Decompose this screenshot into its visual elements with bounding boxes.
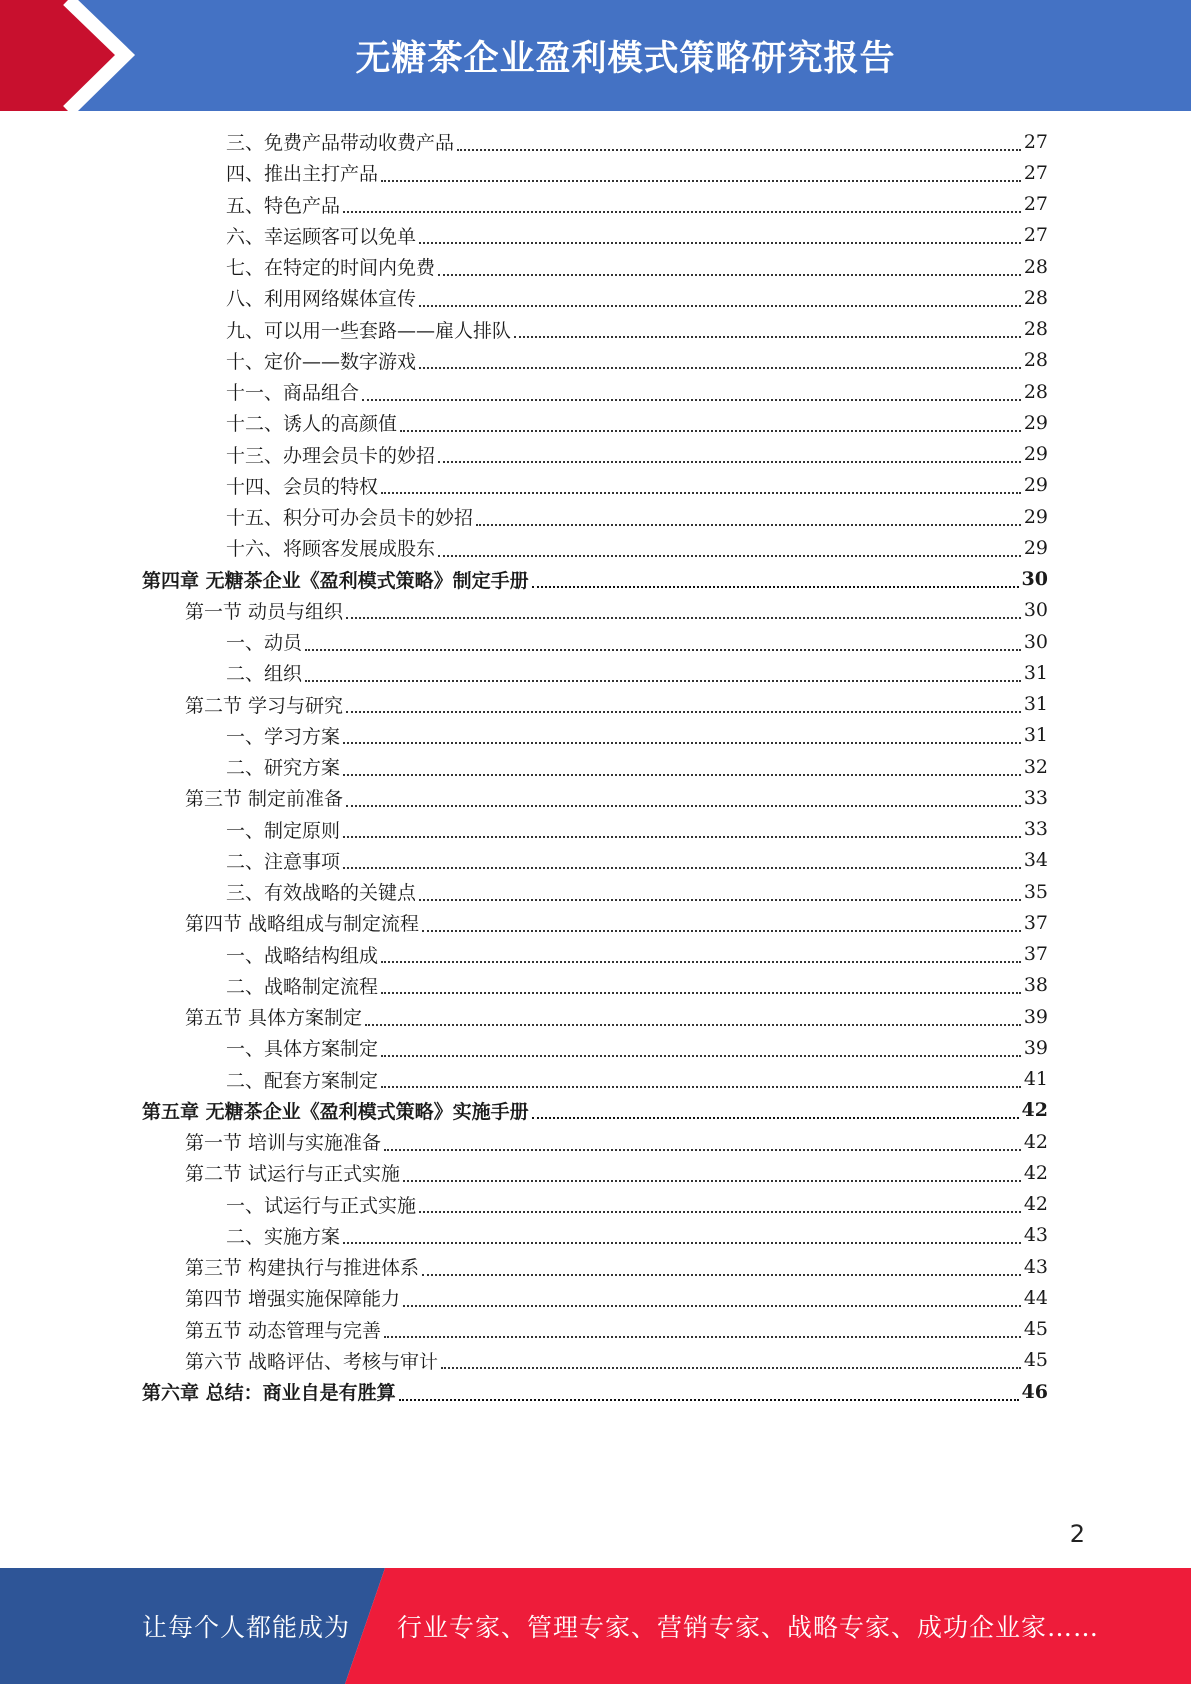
page-footer — [0, 1568, 1191, 1684]
toc-section-entry[interactable] — [0, 595, 1191, 626]
document-title: 无糖茶企业盈利模式策略研究报告 — [355, 38, 896, 79]
toc-entry-page: 28 — [1023, 286, 1048, 309]
toc-leader-dots — [532, 1109, 1019, 1119]
toc-entry-page: 37 — [1023, 943, 1048, 966]
toc-entry-label: 第四节 战略组成与制定流程 — [185, 913, 420, 936]
toc-leader-dots — [343, 766, 1021, 776]
toc-leader-dots — [422, 1266, 1021, 1276]
toc-entry-page: 27 — [1023, 193, 1048, 216]
toc-subsection-entry[interactable] — [0, 657, 1191, 688]
toc-entry-page: 41 — [1023, 1068, 1048, 1091]
toc-section-entry[interactable] — [0, 1001, 1191, 1032]
toc-leader-dots — [381, 984, 1021, 994]
toc-entry-page: 28 — [1023, 318, 1048, 341]
toc-entry-page: 34 — [1023, 849, 1048, 872]
toc-entry-page: 30 — [1021, 568, 1048, 591]
page-number: 2 — [1069, 1520, 1085, 1548]
toc-leader-dots — [419, 1203, 1021, 1213]
toc-section-entry[interactable] — [0, 1345, 1191, 1376]
toc-subsection-entry[interactable] — [0, 126, 1191, 157]
toc-entry-label: 第四章 无糖茶企业《盈利模式策略》制定手册 — [142, 569, 529, 592]
toc-entry-label: 第五节 动态管理与完善 — [185, 1319, 382, 1342]
toc-section-entry[interactable] — [0, 782, 1191, 813]
toc-leader-dots — [346, 703, 1021, 713]
toc-entry-page: 29 — [1023, 443, 1048, 466]
page-header — [0, 0, 1191, 111]
toc-leader-dots — [365, 1016, 1021, 1026]
toc-section-entry[interactable] — [0, 689, 1191, 720]
toc-subsection-entry[interactable] — [0, 314, 1191, 345]
toc-leader-dots — [381, 1078, 1021, 1088]
toc-entry-label: 第四节 增强实施保障能力 — [185, 1288, 401, 1311]
toc-entry-label: 第三节 制定前准备 — [185, 788, 344, 811]
toc-leader-dots — [457, 141, 1021, 151]
toc-entry-label: 第三节 构建执行与推进体系 — [185, 1257, 420, 1280]
toc-entry-page: 35 — [1023, 880, 1048, 903]
toc-entry-page: 28 — [1023, 349, 1048, 372]
toc-leader-dots — [419, 234, 1021, 244]
toc-subsection-entry[interactable] — [0, 376, 1191, 407]
toc-entry-page: 29 — [1023, 536, 1048, 559]
toc-leader-dots — [384, 1141, 1021, 1151]
toc-entry-page: 27 — [1023, 224, 1048, 247]
toc-section-entry[interactable] — [0, 1157, 1191, 1188]
footer-slogan-right: 行业专家、管理专家、营销专家、战略专家、成功企业家…… — [397, 1613, 1100, 1642]
toc-entry-label: 第五章 无糖茶企业《盈利模式策略》实施手册 — [142, 1100, 529, 1123]
toc-leader-dots — [343, 828, 1021, 838]
toc-entry-page: 31 — [1023, 693, 1048, 716]
toc-entry-label: 第六节 战略评估、考核与审计 — [185, 1350, 439, 1373]
toc-subsection-entry[interactable] — [0, 876, 1191, 907]
toc-leader-dots — [381, 172, 1021, 182]
toc-entry-page: 29 — [1023, 505, 1048, 528]
toc-entry-page: 31 — [1023, 724, 1048, 747]
toc-entry-label: 第五节 具体方案制定 — [185, 1007, 363, 1030]
toc-entry-label: 五、特色产品 — [226, 194, 341, 217]
toc-section-entry[interactable] — [0, 1282, 1191, 1313]
toc-subsection-entry[interactable] — [0, 970, 1191, 1001]
toc-leader-dots — [305, 641, 1021, 651]
toc-entry-page: 31 — [1023, 661, 1048, 684]
toc-entry-label: 六、幸运顾客可以免单 — [226, 225, 417, 248]
toc-section-entry[interactable] — [0, 1126, 1191, 1157]
toc-entry-page: 33 — [1023, 786, 1048, 809]
toc-entry-page: 43 — [1023, 1255, 1048, 1278]
toc-entry-page: 42 — [1023, 1161, 1048, 1184]
toc-subsection-entry[interactable] — [0, 407, 1191, 438]
toc-subsection-entry[interactable] — [0, 345, 1191, 376]
toc-chapter-entry[interactable] — [0, 564, 1191, 595]
toc-subsection-entry[interactable] — [0, 751, 1191, 782]
toc-entry-page: 39 — [1023, 1036, 1048, 1059]
toc-entry-label: 二、战略制定流程 — [226, 975, 379, 998]
toc-subsection-entry[interactable] — [0, 720, 1191, 751]
toc-leader-dots — [346, 797, 1021, 807]
toc-leader-dots — [476, 516, 1021, 526]
toc-section-entry[interactable] — [0, 1251, 1191, 1282]
toc-entry-page: 45 — [1023, 1349, 1048, 1372]
toc-subsection-entry[interactable] — [0, 1032, 1191, 1063]
toc-subsection-entry[interactable] — [0, 220, 1191, 251]
toc-leader-dots — [419, 359, 1021, 369]
toc-leader-dots — [403, 1297, 1021, 1307]
toc-entry-label: 十三、办理会员卡的妙招 — [226, 444, 436, 467]
toc-entry-page: 27 — [1023, 130, 1048, 153]
toc-subsection-entry[interactable] — [0, 845, 1191, 876]
toc-entry-label: 一、动员 — [226, 632, 303, 655]
toc-entry-label: 七、在特定的时间内免费 — [226, 257, 436, 280]
toc-leader-dots — [343, 1234, 1021, 1244]
toc-entry-page: 37 — [1023, 911, 1048, 934]
toc-leader-dots — [438, 547, 1021, 557]
toc-leader-dots — [343, 734, 1021, 744]
toc-entry-label: 第一节 培训与实施准备 — [185, 1132, 382, 1155]
toc-entry-page: 33 — [1023, 818, 1048, 841]
toc-chapter-entry[interactable] — [0, 1376, 1191, 1407]
toc-subsection-entry[interactable] — [0, 1220, 1191, 1251]
toc-leader-dots — [532, 578, 1019, 588]
toc-entry-label: 第一节 动员与组织 — [185, 600, 344, 623]
toc-entry-page: 38 — [1023, 974, 1048, 997]
toc-leader-dots — [346, 609, 1021, 619]
toc-entry-label: 三、有效战略的关键点 — [226, 882, 417, 905]
toc-leader-dots — [422, 922, 1021, 932]
toc-subsection-entry[interactable] — [0, 439, 1191, 470]
toc-entry-label: 第二节 试运行与正式实施 — [185, 1163, 401, 1186]
toc-entry-label: 十六、将顾客发展成股东 — [226, 538, 436, 561]
toc-entry-page: 39 — [1023, 1005, 1048, 1028]
toc-entry-page: 28 — [1023, 255, 1048, 278]
toc-entry-page: 28 — [1023, 380, 1048, 403]
toc-subsection-entry[interactable] — [0, 532, 1191, 563]
toc-subsection-entry[interactable] — [0, 939, 1191, 970]
toc-leader-dots — [399, 1391, 1019, 1401]
toc-subsection-entry[interactable] — [0, 470, 1191, 501]
toc-leader-dots — [419, 297, 1021, 307]
toc-entry-page: 30 — [1023, 630, 1048, 653]
toc-entry-label: 一、试运行与正式实施 — [226, 1194, 417, 1217]
toc-leader-dots — [381, 1047, 1021, 1057]
toc-entry-page: 27 — [1023, 161, 1048, 184]
toc-entry-page: 42 — [1023, 1130, 1048, 1153]
toc-leader-dots — [403, 1172, 1021, 1182]
toc-section-entry[interactable] — [0, 1314, 1191, 1345]
toc-subsection-entry[interactable] — [0, 626, 1191, 657]
toc-chapter-entry[interactable] — [0, 1095, 1191, 1126]
toc-leader-dots — [305, 672, 1021, 682]
toc-entry-label: 九、可以用一些套路——雇人排队 — [226, 319, 512, 342]
toc-entry-page: 32 — [1023, 755, 1048, 778]
toc-entry-label: 十二、诱人的高颜值 — [226, 413, 398, 436]
toc-entry-label: 一、学习方案 — [226, 725, 341, 748]
toc-leader-dots — [514, 328, 1021, 338]
toc-entry-label: 十一、商品组合 — [226, 382, 360, 405]
toc-entry-page: 45 — [1023, 1318, 1048, 1341]
toc-entry-label: 二、研究方案 — [226, 757, 341, 780]
toc-entry-label: 一、具体方案制定 — [226, 1038, 379, 1061]
toc-entry-label: 一、制定原则 — [226, 819, 341, 842]
toc-entry-label: 二、配套方案制定 — [226, 1069, 379, 1092]
toc-leader-dots — [438, 266, 1021, 276]
toc-leader-dots — [343, 859, 1021, 869]
toc-entry-label: 一、战略结构组成 — [226, 944, 379, 967]
toc-entry-label: 八、利用网络媒体宣传 — [226, 288, 417, 311]
toc-subsection-entry[interactable] — [0, 282, 1191, 313]
toc-leader-dots — [384, 1328, 1021, 1338]
toc-leader-dots — [441, 1359, 1021, 1369]
toc-entry-label: 二、实施方案 — [226, 1225, 341, 1248]
toc-entry-label: 四、推出主打产品 — [226, 163, 379, 186]
toc-leader-dots — [438, 453, 1021, 463]
toc-leader-dots — [400, 422, 1021, 432]
toc-entry-label: 第六章 总结：商业自是有胜算 — [142, 1382, 396, 1405]
toc-entry-page: 43 — [1023, 1224, 1048, 1247]
toc-entry-label: 十五、积分可办会员卡的妙招 — [226, 507, 474, 530]
toc-entry-page: 44 — [1023, 1286, 1048, 1309]
toc-subsection-entry[interactable] — [0, 157, 1191, 188]
toc-subsection-entry[interactable] — [0, 501, 1191, 532]
toc-entry-label: 二、组织 — [226, 663, 303, 686]
toc-section-entry[interactable] — [0, 907, 1191, 938]
toc-leader-dots — [419, 891, 1021, 901]
toc-entry-page: 29 — [1023, 411, 1048, 434]
toc-leader-dots — [381, 953, 1021, 963]
toc-entry-label: 十四、会员的特权 — [226, 475, 379, 498]
toc-subsection-entry[interactable] — [0, 1064, 1191, 1095]
toc-entry-label: 第二节 学习与研究 — [185, 694, 344, 717]
toc-leader-dots — [381, 484, 1021, 494]
toc-leader-dots — [362, 391, 1021, 401]
toc-entry-label: 三、免费产品带动收费产品 — [226, 132, 455, 155]
footer-slogan-left: 让每个人都能成为 — [142, 1613, 351, 1642]
toc-subsection-entry[interactable] — [0, 189, 1191, 220]
toc-entry-page: 42 — [1021, 1099, 1048, 1122]
toc-subsection-entry[interactable] — [0, 1189, 1191, 1220]
toc-entry-page: 46 — [1021, 1380, 1048, 1403]
toc-leader-dots — [343, 203, 1021, 213]
table-of-contents — [0, 126, 1191, 1407]
toc-entry-label: 二、注意事项 — [226, 850, 341, 873]
toc-entry-page: 29 — [1023, 474, 1048, 497]
toc-entry-page: 30 — [1023, 599, 1048, 622]
toc-entry-page: 42 — [1023, 1193, 1048, 1216]
toc-subsection-entry[interactable] — [0, 251, 1191, 282]
toc-subsection-entry[interactable] — [0, 814, 1191, 845]
toc-entry-label: 十、定价——数字游戏 — [226, 350, 417, 373]
